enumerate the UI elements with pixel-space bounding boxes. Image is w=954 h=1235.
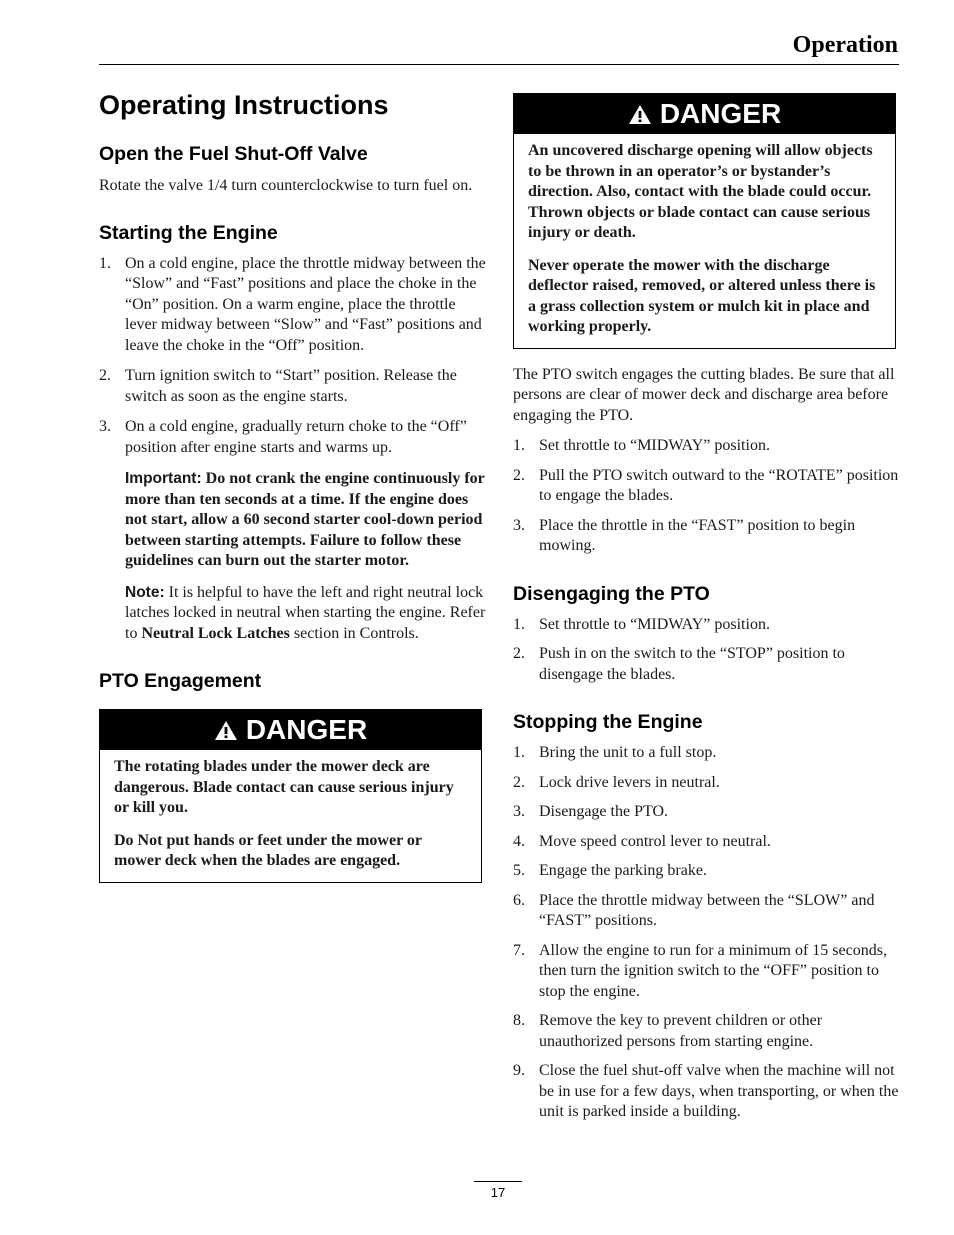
left-column <box>99 88 487 883</box>
step-number: 2. <box>99 367 111 384</box>
list-item <box>513 644 899 685</box>
list-item <box>513 436 899 457</box>
pto-intro-text: The PTO switch engages the cutting blades. Be sure that all persons are clear of mower deck and discharge area before engaging the PTO. <box>513 365 895 424</box>
stopping-steps <box>513 743 899 1123</box>
warning-triangle-icon <box>628 104 652 125</box>
step-number: 1. <box>99 254 111 272</box>
starting-steps <box>99 254 487 459</box>
list-item <box>513 802 899 823</box>
step-number: 2. <box>513 773 525 791</box>
starting-engine-heading: Starting the Engine <box>99 221 278 244</box>
step-text: Remove the key to prevent children or other unauthorized persons from starting engine. <box>539 1012 823 1050</box>
danger-label: DANGER <box>245 714 368 745</box>
note-reference: Neutral Lock Latches <box>141 624 290 642</box>
danger-header <box>100 710 481 750</box>
step-number: 7. <box>513 941 525 959</box>
pto-engagement-heading: PTO Engagement <box>99 670 262 692</box>
step-number: 3. <box>513 516 525 534</box>
list-item <box>513 861 899 882</box>
step-text: Engage the parking brake. <box>539 862 707 879</box>
disengage-steps <box>513 615 899 686</box>
step-text: Pull the PTO switch outward to the “ROTATE” position to engage the blades. <box>539 466 899 504</box>
step-text: Move speed control lever to neutral. <box>539 832 771 850</box>
danger-text: The rotating blades under the mower deck are dangerous. Blade contact can cause serious injury or kill you. <box>114 758 454 816</box>
stopping-engine-heading: Stopping the Engine <box>513 711 703 733</box>
note <box>99 583 487 645</box>
step-text: Place the throttle in the “FAST” position to begin mowing. <box>539 516 856 554</box>
step-number: 2. <box>513 645 525 662</box>
danger-text: An uncovered discharge opening will allow objects to be thrown in an operator’s or bystander’s direction. Also, contact with the blade could occur. Thrown objects or blade contact can cause serious injury or death. <box>528 142 873 241</box>
danger-body <box>514 134 895 348</box>
page-title: Operating Instructions <box>99 90 389 120</box>
step-text: Close the fuel shut-off valve when the machine will not be in use for a few days, when transporting, or when the unit is parked inside a building. <box>539 1062 899 1120</box>
list-item <box>99 417 487 458</box>
list-item <box>99 366 487 407</box>
important-label: Important: <box>125 470 202 487</box>
list-item <box>513 891 899 932</box>
note-text-end: section in Controls. <box>293 624 419 642</box>
warning-triangle-icon <box>214 720 238 741</box>
list-item <box>513 743 899 764</box>
step-text: Push in on the switch to the “STOP” position to disengage the blades. <box>539 645 845 683</box>
danger-text: Do Not put hands or feet under the mower or mower deck when the blades are engaged. <box>114 831 422 869</box>
step-number: 9. <box>513 1062 525 1079</box>
danger-label: DANGER <box>659 98 782 129</box>
right-column <box>513 93 899 1123</box>
step-number: 3. <box>99 418 111 435</box>
step-number: 1. <box>513 615 525 633</box>
step-text: Lock drive levers in neutral. <box>539 773 720 791</box>
step-text: Place the throttle midway between the “SLOW” and “FAST” positions. <box>539 891 875 929</box>
page-number: 17 <box>490 1185 506 1200</box>
step-text: On a cold engine, place the throttle midway between the “Slow” and “Fast” positions and place the choke in the “On” position. On a warm engine, place the throttle lever midway between “Slow” and “Fast” positions and leave the choke in the “Off” position. <box>125 254 486 354</box>
list-item <box>513 773 899 794</box>
step-text: Set throttle to “MIDWAY” position. <box>539 615 770 633</box>
fuel-valve-heading: Open the Fuel Shut-Off Valve <box>99 143 368 165</box>
step-number: 3. <box>513 803 525 820</box>
step-number: 1. <box>513 437 525 454</box>
list-item <box>99 254 487 357</box>
step-text: Bring the unit to a full stop. <box>539 744 717 761</box>
danger-body <box>100 750 481 882</box>
step-number: 5. <box>513 862 525 879</box>
danger-box-discharge <box>513 93 896 349</box>
list-item <box>513 1011 899 1052</box>
header-divider <box>99 64 899 65</box>
pto-steps <box>513 436 899 557</box>
list-item <box>513 1061 899 1123</box>
step-text: Disengage the PTO. <box>539 803 669 820</box>
note-label: Note: <box>125 583 165 601</box>
step-number: 6. <box>513 891 525 909</box>
step-text: Allow the engine to run for a minimum of 15 seconds, then turn the ignition switch to the “OFF” position to stop the engine. <box>539 941 887 1000</box>
danger-header <box>514 94 895 134</box>
danger-box-blades <box>99 709 482 883</box>
footer-divider <box>474 1181 522 1182</box>
step-number: 4. <box>513 832 525 850</box>
fuel-valve-text: Rotate the valve 1/4 turn counterclockwise to turn fuel on. <box>99 177 473 194</box>
list-item <box>513 615 899 636</box>
section-header: Operation <box>792 32 898 58</box>
step-number: 2. <box>513 466 525 484</box>
step-text: Set throttle to “MIDWAY” position. <box>539 437 770 454</box>
step-number: 1. <box>513 744 525 761</box>
step-text: On a cold engine, gradually return choke to the “Off” position after engine starts and warms up. <box>125 418 467 456</box>
list-item <box>513 466 899 507</box>
note-text: It is helpful to have the left and right neutral lock latches locked in neutral when starting the engine. Refer to <box>125 583 486 642</box>
important-note <box>99 469 487 572</box>
step-text: Turn ignition switch to “Start” position. Release the switch as soon as the engine starts. <box>125 367 457 405</box>
important-text: Do not crank the engine continuously for more than ten seconds at a time. If the engine does not start, allow a 60 second starter cool-down period between starting attempts. Failure to follow these guidelines can burn out the starter motor. <box>125 470 485 569</box>
step-number: 8. <box>513 1012 525 1029</box>
list-item <box>513 832 899 853</box>
list-item <box>513 516 899 557</box>
list-item <box>513 941 899 1003</box>
danger-text: Never operate the mower with the discharge deflector raised, removed, or altered unless there is a grass collection system or mulch kit in place and working properly. <box>528 256 876 335</box>
disengaging-pto-heading: Disengaging the PTO <box>513 582 710 605</box>
